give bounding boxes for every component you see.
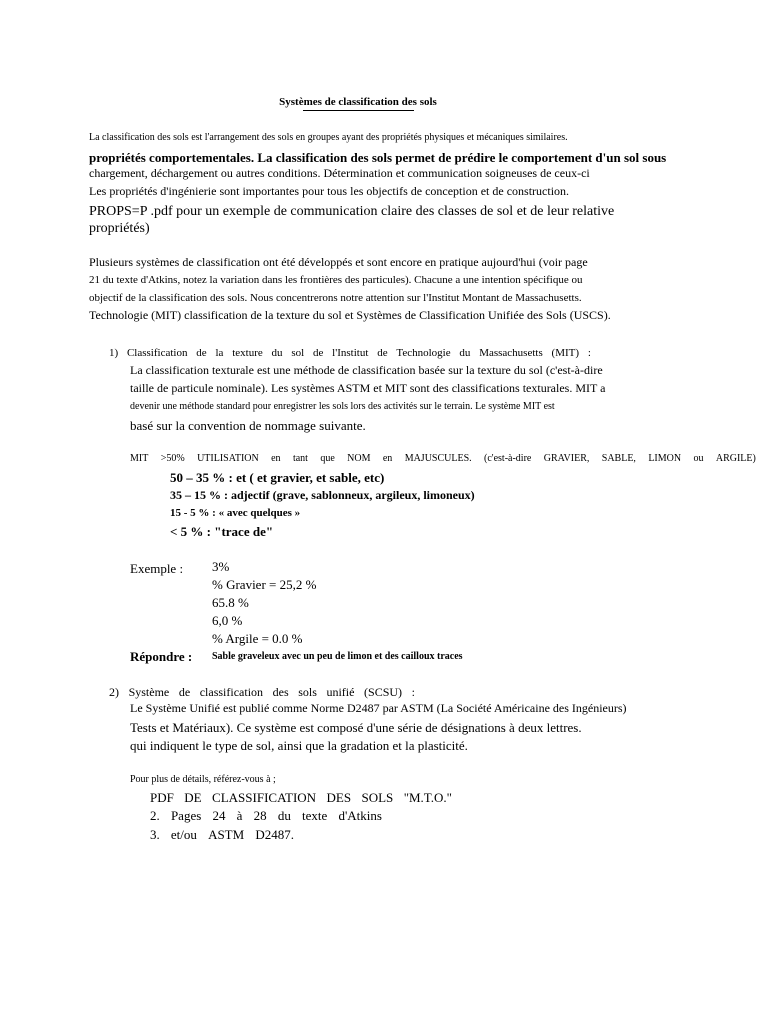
mit-word: SABLE, bbox=[601, 453, 636, 464]
word: PDF bbox=[150, 790, 174, 805]
para2-line-3: objectif de la classification des sols. Nous concentrerons notre attention sur l'Institut Montant de Massachusetts. bbox=[89, 292, 582, 304]
word: texte bbox=[302, 808, 328, 823]
reference-item bbox=[150, 828, 294, 843]
mit-word: >50% bbox=[160, 453, 185, 464]
example-value: 6,0 % bbox=[212, 613, 243, 628]
word: sol bbox=[291, 347, 305, 359]
section2-line-3: qui indiquent le type de sol, ainsi que la gradation et la plasticité. bbox=[130, 738, 468, 753]
word: DE bbox=[184, 790, 202, 805]
word: 3. bbox=[150, 827, 160, 842]
word: CLASSIFICATION bbox=[212, 790, 317, 805]
mit-word: que bbox=[320, 453, 335, 464]
reference-text bbox=[150, 828, 294, 843]
word: de bbox=[178, 685, 191, 699]
mit-word: GRAVIER, bbox=[543, 453, 590, 464]
word: DES bbox=[326, 790, 352, 805]
section1-heading bbox=[109, 347, 591, 360]
more-info-label: Pour plus de détails, référez-vous à ; bbox=[130, 774, 276, 785]
intro-line-6: propriétés) bbox=[89, 221, 150, 236]
word: Système bbox=[128, 685, 170, 699]
word: Technologie bbox=[396, 347, 451, 359]
section1-heading-text bbox=[109, 347, 591, 360]
mit-word: UTILISATION bbox=[197, 453, 259, 464]
word: "M.T.O." bbox=[403, 790, 452, 805]
word: des bbox=[272, 685, 289, 699]
section2-heading bbox=[109, 686, 415, 700]
word: de bbox=[196, 347, 207, 359]
example-value: 3% bbox=[212, 559, 230, 574]
word: du bbox=[277, 808, 291, 823]
section1-line-4: basé sur la convention de nommage suivante. bbox=[130, 418, 366, 433]
answer-text: Sable graveleux avec un peu de limon et des cailloux traces bbox=[212, 651, 463, 662]
word: Pages bbox=[170, 808, 202, 823]
word: et/ou bbox=[170, 827, 197, 842]
word: classification bbox=[199, 685, 264, 699]
word: 28 bbox=[253, 808, 267, 823]
rule-50-35: 50 – 35 % : et ( et gravier, et sable, etc) bbox=[170, 470, 385, 485]
mit-word: MIT bbox=[130, 453, 149, 464]
word: : bbox=[411, 685, 415, 699]
section1-line-1: La classification texturale est une méthode de classification basée sur la texture du sol (c'est-à-dire bbox=[130, 363, 603, 377]
example-value: 65.8 % bbox=[212, 595, 249, 610]
mit-naming-rule bbox=[130, 453, 756, 465]
mit-word: LIMON bbox=[648, 453, 682, 464]
section2-line-1: Le Système Unifié est publié comme Norme D2487 par ASTM (La Société Américaine des Ingénieurs) bbox=[130, 701, 627, 715]
word: la bbox=[215, 347, 224, 359]
reference-text bbox=[150, 809, 382, 824]
reference-item bbox=[150, 791, 452, 806]
word: (MIT) bbox=[551, 347, 580, 359]
title-underline bbox=[303, 110, 414, 111]
answer-label: Répondre : bbox=[130, 649, 193, 664]
intro-line-5: PROPS=P .pdf pour un exemple de communication claire des classes de sol et de leur relative bbox=[89, 204, 615, 219]
rule-15-5: 15 - 5 % : « avec quelques » bbox=[170, 507, 301, 519]
reference-text bbox=[150, 791, 452, 806]
word: 2. bbox=[150, 808, 160, 823]
word: de bbox=[377, 347, 388, 359]
word: 1) bbox=[109, 347, 119, 359]
mit-word: (c'est-à-dire bbox=[484, 453, 532, 464]
mit-word: MAJUSCULES. bbox=[404, 453, 472, 464]
word: du bbox=[459, 347, 471, 359]
section2-heading-text bbox=[109, 686, 415, 700]
word: 24 bbox=[212, 808, 226, 823]
para2-line-2: 21 du texte d'Atkins, notez la variation dans les frontières des particules). Chacune a une intention spécifique ou bbox=[89, 274, 583, 286]
word: D2487. bbox=[255, 827, 294, 842]
word: 2) bbox=[109, 685, 119, 699]
word: du bbox=[271, 347, 283, 359]
word: : bbox=[587, 347, 591, 359]
word: texture bbox=[232, 347, 263, 359]
example-value: % Gravier = 25,2 % bbox=[212, 577, 317, 592]
word: l'Institut bbox=[332, 347, 369, 359]
intro-line-2: propriétés comportementales. La classification des sols permet de prédire le comportement d'un sol sous bbox=[89, 150, 667, 165]
mit-word: en bbox=[382, 453, 393, 464]
para2-line-4: Technologie (MIT) classification de la texture du sol et Systèmes de Classification Unifiée des Sols (USCS). bbox=[89, 308, 611, 322]
intro-line-4: Les propriétés d'ingénierie sont importantes pour tous les objectifs de conception et de construction. bbox=[89, 184, 570, 198]
word: SOLS bbox=[361, 790, 394, 805]
mit-word: tant bbox=[292, 453, 308, 464]
mit-word: ARGILE) bbox=[715, 453, 756, 464]
word: Classification bbox=[126, 347, 188, 359]
para2-line-1: Plusieurs systèmes de classification ont été développés et sont encore en pratique aujourd'hui (voir page bbox=[89, 255, 588, 269]
section1-line-3: devenir une méthode standard pour enregistrer les sols lors des activités sur le terrain. Le système MIT est bbox=[130, 401, 555, 412]
word: de bbox=[312, 347, 324, 359]
mit-word: NOM bbox=[347, 453, 371, 464]
intro-line-1: La classification des sols est l'arrangement des sols en groupes ayant des propriétés physiques et mécaniques similaires. bbox=[89, 132, 568, 143]
word: d'Atkins bbox=[338, 808, 382, 823]
intro-line-3: chargement, déchargement ou autres conditions. Détermination et communication soigneuses de ceux-ci bbox=[89, 166, 590, 180]
section1-line-2: taille de particule nominale). Les systèmes ASTM et MIT sont des classifications texturales. MIT a bbox=[130, 381, 606, 395]
mit-word: ou bbox=[693, 453, 704, 464]
example-value: % Argile = 0.0 % bbox=[212, 631, 303, 646]
word: ASTM bbox=[208, 827, 245, 842]
mit-word: en bbox=[271, 453, 281, 464]
section2-line-2: Tests et Matériaux). Ce système est composé d'une série de désignations à deux lettres. bbox=[130, 720, 582, 735]
word: Massachusetts bbox=[479, 347, 543, 359]
word: à bbox=[236, 808, 243, 823]
example-label: Exemple : bbox=[130, 561, 184, 576]
page-title: Systèmes de classification des sols bbox=[279, 96, 437, 108]
word: sols bbox=[298, 685, 317, 699]
word: unifié bbox=[326, 685, 355, 699]
reference-item bbox=[150, 809, 382, 824]
rule-lt-5: < 5 % : "trace de" bbox=[170, 524, 274, 539]
rule-35-15: 35 – 15 % : adjectif (grave, sablonneux, argileux, limoneux) bbox=[170, 488, 475, 502]
word: (SCSU) bbox=[364, 685, 403, 699]
